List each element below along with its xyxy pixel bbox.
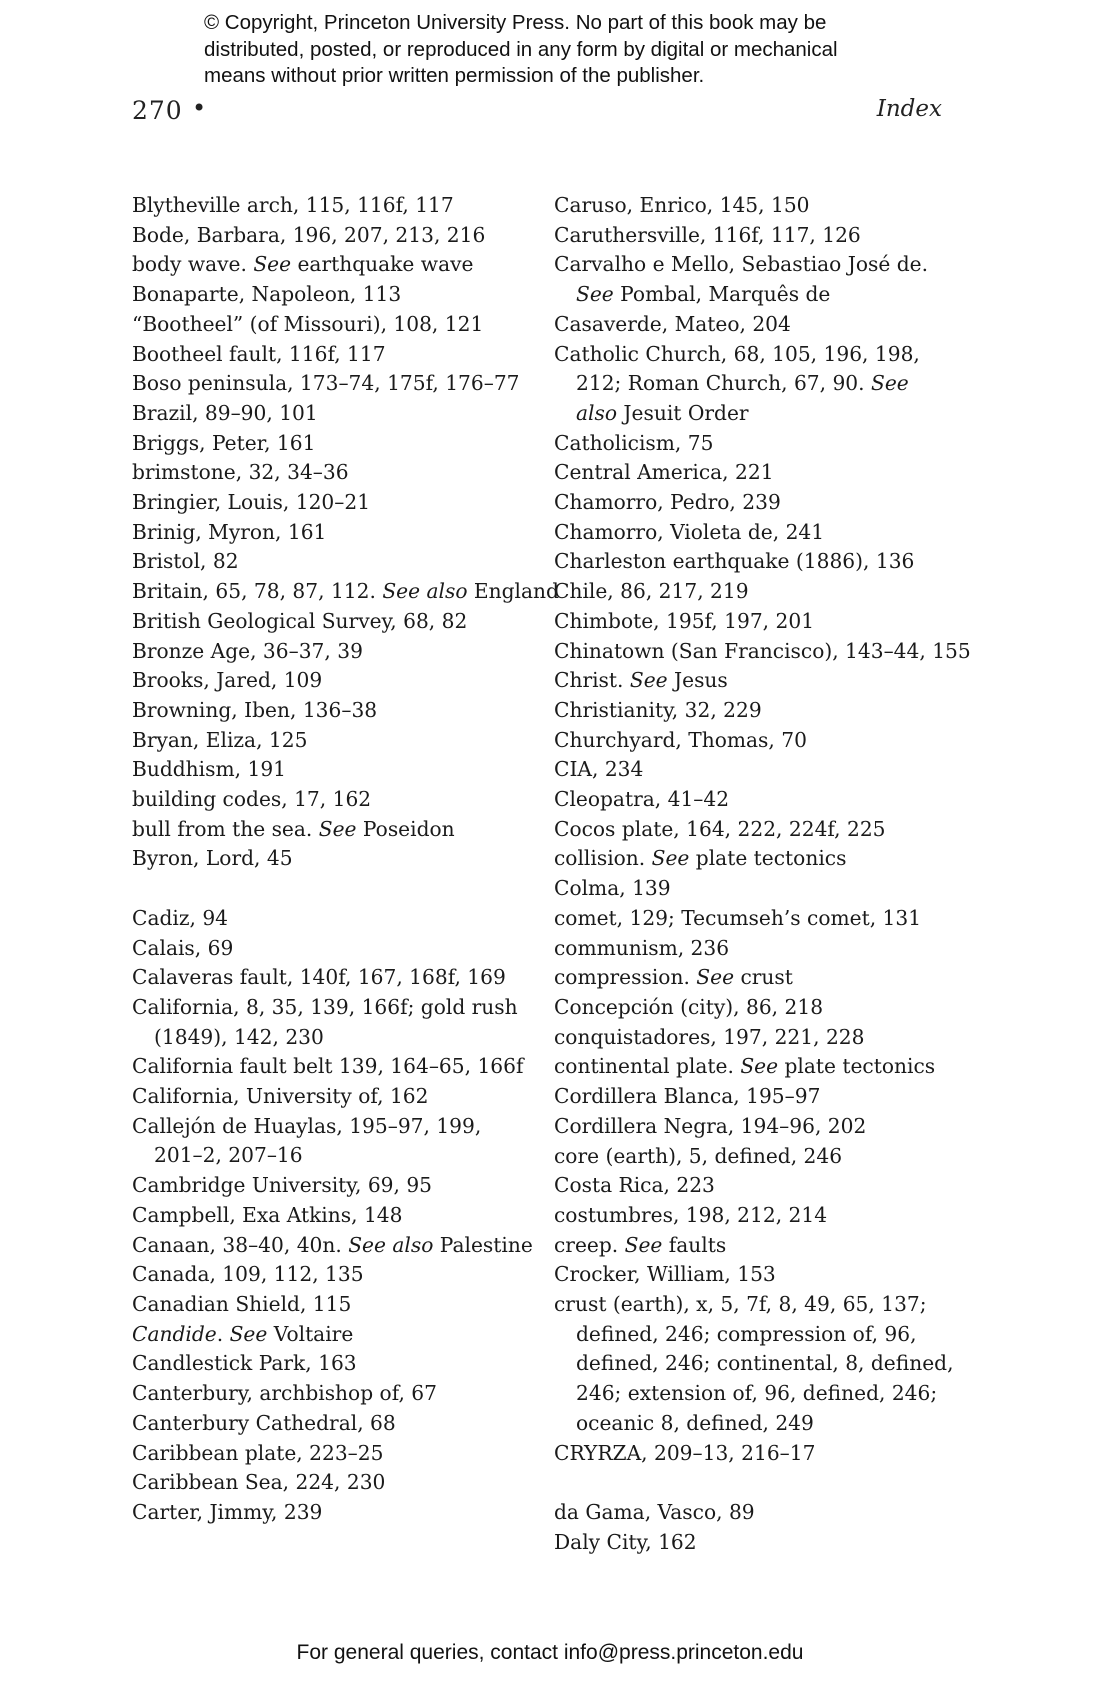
index-entry-text: conquistadores, 197, 221, 228 (554, 1024, 865, 1049)
index-entry (132, 607, 532, 637)
index-entry (554, 963, 954, 993)
index-entry-text: crust (734, 965, 793, 990)
index-entry-text: Cambridge University, 69, 95 (132, 1173, 433, 1198)
index-entry (554, 1439, 954, 1469)
index-entry (554, 993, 954, 1023)
index-entry (132, 815, 532, 845)
index-entry-text: CRYRZA, 209–13, 216–17 (554, 1440, 816, 1465)
index-entry-text: Jesuit Order (617, 400, 749, 425)
index-entry-text: Boso peninsula, 173–74, 175f, 176–77 (132, 371, 520, 396)
index-entry (132, 1379, 532, 1409)
index-entry (132, 1231, 532, 1261)
index-entry (132, 369, 532, 399)
index-entry (554, 1082, 954, 1112)
index-entry-text: Christianity, 32, 229 (554, 697, 762, 722)
index-entry-text: Caruso, Enrico, 145, 150 (554, 193, 810, 217)
index-entry-text: Brooks, Jared, 109 (132, 668, 323, 693)
index-entry-text: British Geological Survey, 68, 82 (132, 608, 468, 633)
index-entry (132, 1409, 532, 1439)
copyright-notice (204, 10, 1024, 90)
index-entry-text: Briggs, Peter, 161 (132, 430, 316, 455)
index-entry-text: comet, 129; Tecumseh’s comet, 131 (554, 905, 922, 930)
index-entry (132, 577, 559, 607)
letter-section-gap (132, 874, 532, 904)
index-entry (132, 726, 532, 756)
index-entry (132, 280, 532, 310)
index-entry (132, 1468, 532, 1498)
index-entry-text: Cordillera Negra, 194–96, 202 (554, 1113, 867, 1138)
index-entry (132, 755, 532, 785)
index-entry (554, 785, 954, 815)
index-entry-text: plate tectonics (778, 1054, 936, 1079)
index-entry-text: Browning, Iben, 136–38 (132, 697, 378, 722)
letter-section-gap (554, 1468, 954, 1498)
index-entry-text: bull from the sea. (132, 816, 319, 841)
index-entry (132, 844, 532, 874)
index-entry-text: Bronze Age, 36–37, 39 (132, 638, 363, 663)
copyright-line: distributed, posted, or reproduced in any form by digital or mechanical (204, 37, 838, 61)
index-entry (554, 815, 954, 845)
index-entry (132, 429, 532, 459)
index-entry-see-reference: Candide (132, 1321, 217, 1346)
index-entry (554, 340, 954, 429)
index-entry (132, 963, 532, 993)
running-head (132, 92, 942, 128)
index-entry-see-reference: See (624, 1232, 663, 1257)
index-entry-text: Crocker, William, 153 (554, 1262, 776, 1287)
index-entry-text: Bristol, 82 (132, 549, 239, 574)
index-entry-text: CIA, 234 (554, 757, 644, 782)
index-entry-text: Casaverde, Mateo, 204 (554, 311, 791, 336)
index-entry-text: faults (662, 1232, 727, 1257)
index-entry-see-reference: See (740, 1054, 779, 1079)
index-entry-see-reference: See (629, 668, 668, 693)
index-entry-text: Britain, 65, 78, 87, 112. (132, 579, 383, 604)
copyright-line: means without prior written permission of the publisher. (204, 64, 705, 87)
index-entry-see-reference: See (253, 252, 292, 277)
index-entry-see-reference: See (576, 282, 614, 307)
index-entry-text: Palestine (433, 1232, 533, 1257)
index-entry (132, 993, 532, 1052)
index-entry-text: communism, 236 (554, 935, 730, 960)
index-column-right (554, 191, 971, 1557)
index-entry-text: Canadian Shield, 115 (132, 1292, 352, 1316)
index-entry (554, 1528, 954, 1558)
index-entry-text: Carter, Jimmy, 239 (132, 1499, 323, 1524)
index-entry (132, 547, 532, 577)
index-entry (554, 726, 954, 756)
index-entry (554, 518, 954, 548)
index-entry (132, 458, 532, 488)
index-entry (554, 607, 954, 637)
index-entry (132, 1349, 532, 1379)
index-entry-text: Christ. (554, 668, 630, 693)
index-entry (132, 696, 532, 726)
index-entry (554, 1231, 954, 1261)
index-entry-text: Canterbury Cathedral, 68 (132, 1410, 396, 1435)
index-entry-text: Cleopatra, 41–42 (554, 787, 730, 812)
index-entry-text: Bootheel fault, 116f, 117 (132, 341, 386, 366)
index-entry-text: Candlestick Park, 163 (132, 1351, 357, 1376)
index-entry (132, 1201, 532, 1231)
index-entry-text: earthquake wave (291, 252, 474, 277)
index-entry-text: California fault belt 139, 164–65, 166f (132, 1054, 524, 1079)
index-entry-text: Blytheville arch, 115, 116f, 117 (132, 193, 454, 217)
index-entry (132, 1082, 532, 1112)
index-entry-text: core (earth), 5, defined, 246 (554, 1143, 843, 1168)
index-entry-text: Canaan, 38–40, 40n. (132, 1232, 349, 1257)
index-entry (554, 934, 954, 964)
index-entry-text: Caribbean plate, 223–25 (132, 1440, 384, 1465)
bullet-separator: • (192, 94, 207, 122)
index-entry (554, 1171, 954, 1201)
index-entry-text: Chamorro, Violeta de, 241 (554, 519, 825, 544)
index-entry-text: costumbres, 198, 212, 214 (554, 1202, 828, 1227)
index-entry-text: Concepción (city), 86, 218 (554, 994, 824, 1019)
index-entry-text: Chimbote, 195f, 197, 201 (554, 608, 815, 633)
index-entry (132, 934, 532, 964)
index-entry (132, 785, 532, 815)
index-entry (554, 458, 954, 488)
index-entry-text: Cocos plate, 164, 222, 224f, 225 (554, 816, 886, 841)
index-entry (132, 1320, 532, 1350)
index-entry-text: collision. (554, 846, 652, 871)
index-entry (132, 904, 532, 934)
index-entry-text: Cadiz, 94 (132, 905, 229, 930)
index-entry-text: Bode, Barbara, 196, 207, 213, 216 (132, 222, 486, 247)
index-entry (132, 488, 532, 518)
index-entry (132, 310, 532, 340)
index-entry (132, 1112, 532, 1171)
copyright-line: © Copyright, Princeton University Press. No part of this book may be (204, 11, 827, 34)
index-entry-text: Bringier, Louis, 120–21 (132, 490, 371, 515)
index-entry-text: Poseidon (356, 816, 455, 841)
index-entry-text: Chile, 86, 217, 219 (554, 579, 749, 604)
index-entry-text: building codes, 17, 162 (132, 787, 372, 812)
page-number: 270 (132, 96, 183, 125)
index-entry-text: . (216, 1321, 230, 1346)
index-entry-text: plate tectonics (689, 846, 847, 871)
index-entry (554, 1290, 954, 1439)
index-entry-text: creep. (554, 1232, 625, 1257)
index-entry (132, 340, 532, 370)
index-entry-see-reference: See also (576, 371, 909, 425)
index-entry (132, 1171, 532, 1201)
index-entry-text: Chamorro, Pedro, 239 (554, 490, 781, 515)
index-entry-text: body wave. (132, 252, 254, 277)
index-entry (132, 191, 532, 221)
index-entry (132, 250, 532, 280)
index-entry-text: Bryan, Eliza, 125 (132, 727, 308, 752)
index-entry (132, 1498, 532, 1528)
index-entry (554, 1052, 954, 1082)
index-entry (132, 1260, 532, 1290)
index-entry (132, 1052, 532, 1082)
index-entry-text: Byron, Lord, 45 (132, 846, 293, 871)
index-entry-see-reference: See also (382, 579, 468, 604)
index-entry-text: England (467, 579, 559, 604)
index-entry-see-reference: See (318, 816, 357, 841)
index-entry-text: Pombal, Marquês de (613, 282, 831, 307)
index-entry (554, 191, 954, 221)
index-entry-text: Calaveras fault, 140f, 167, 168f, 169 (132, 965, 506, 990)
index-entry-text: Charleston earthquake (1886), 136 (554, 549, 915, 574)
index-entry (132, 221, 532, 251)
index-entry-text: crust (earth), x, 5, 7f, 8, 49, 65, 137; defined, 246; compression of, 96, defined, 246; continental, 8, defined, 246; extension of, 96, defined, 246; oceanic 8, defined, 249 (554, 1292, 954, 1435)
index-entry (554, 1201, 954, 1231)
index-entry (554, 1498, 954, 1528)
index-entry-text: California, 8, 35, 139, 166f; gold rush (1849), 142, 230 (132, 994, 518, 1049)
index-entry-text: Carvalho e Mello, Sebastiao José de. (554, 252, 929, 277)
index-entry (554, 221, 954, 251)
index-entry (554, 1142, 954, 1172)
index-entry-text: Campbell, Exa Atkins, 148 (132, 1202, 403, 1227)
index-entry-text: Costa Rica, 223 (554, 1173, 715, 1198)
footer-contact: For general queries, contact info@press.princeton.edu (296, 1641, 804, 1664)
index-entry-see-reference: See also (348, 1232, 434, 1257)
index-entry-text: da Gama, Vasco, 89 (554, 1499, 755, 1524)
index-entry (132, 637, 532, 667)
index-entry (554, 666, 954, 696)
index-entry-text: Buddhism, 191 (132, 757, 287, 782)
index-entry (554, 1260, 954, 1290)
index-entry (554, 310, 954, 340)
index-entry-text: Cordillera Blanca, 195–97 (554, 1084, 821, 1109)
index-entry (132, 518, 532, 548)
index-entry-see-reference: See (651, 846, 690, 871)
index-entry-text: Calais, 69 (132, 935, 234, 960)
index-entry-text: Churchyard, Thomas, 70 (554, 727, 807, 752)
index-entry (554, 547, 954, 577)
index-entry-text: Catholicism, 75 (554, 430, 714, 455)
index-entry-text: Central America, 221 (554, 460, 774, 485)
index-entry-text: Daly City, 162 (554, 1529, 697, 1554)
index-entry-text: Bonaparte, Napoleon, 113 (132, 282, 402, 307)
index-entry (132, 1290, 532, 1320)
index-entry (554, 904, 954, 934)
index-entry (554, 1112, 954, 1142)
index-entry-text: Catholic Church, 68, 105, 196, 198, 212; Roman Church, 67, 90. (554, 341, 920, 396)
index-entry-text: “Bootheel” (of Missouri), 108, 121 (132, 311, 484, 336)
index-entry (554, 488, 954, 518)
index-entry (554, 250, 954, 309)
index-entry (554, 844, 954, 874)
index-entry (554, 874, 954, 904)
index-entry (554, 577, 954, 607)
index-entry (554, 429, 954, 459)
index-entry-see-reference: See (696, 965, 735, 990)
index-entry (554, 696, 954, 726)
index-entry-text: Voltaire (267, 1321, 354, 1346)
index-entry-text: Caruthersville, 116f, 117, 126 (554, 222, 861, 247)
index-entry (554, 755, 954, 785)
index-entry (554, 1023, 954, 1053)
index-entry-text: Brazil, 89–90, 101 (132, 400, 318, 425)
index-entry (132, 1439, 532, 1469)
index-entry (554, 637, 971, 667)
index-entry-text: Callejón de Huaylas, 195–97, 199, 201–2, 207–16 (132, 1113, 482, 1168)
index-column-left (132, 191, 559, 1528)
index-entry-text: Chinatown (San Francisco), 143–44, 155 (554, 638, 971, 663)
index-entry-text: continental plate. (554, 1054, 741, 1079)
index-entry-text: Canada, 109, 112, 135 (132, 1262, 364, 1287)
index-entry-text: Colma, 139 (554, 876, 671, 901)
index-entry-text: Brinig, Myron, 161 (132, 519, 327, 544)
index-entry-text: Caribbean Sea, 224, 230 (132, 1470, 386, 1495)
index-entry-text: compression. (554, 965, 697, 990)
index-entry-see-reference: See (229, 1321, 268, 1346)
index-entry-text: California, University of, 162 (132, 1084, 429, 1109)
index-entry (132, 399, 532, 429)
index-entry-text: Canterbury, archbishop of, 67 (132, 1381, 437, 1406)
index-entry-text: brimstone, 32, 34–36 (132, 460, 349, 485)
section-title: Index (876, 96, 942, 122)
index-entry (132, 666, 532, 696)
index-entry-text: Jesus (667, 668, 728, 693)
